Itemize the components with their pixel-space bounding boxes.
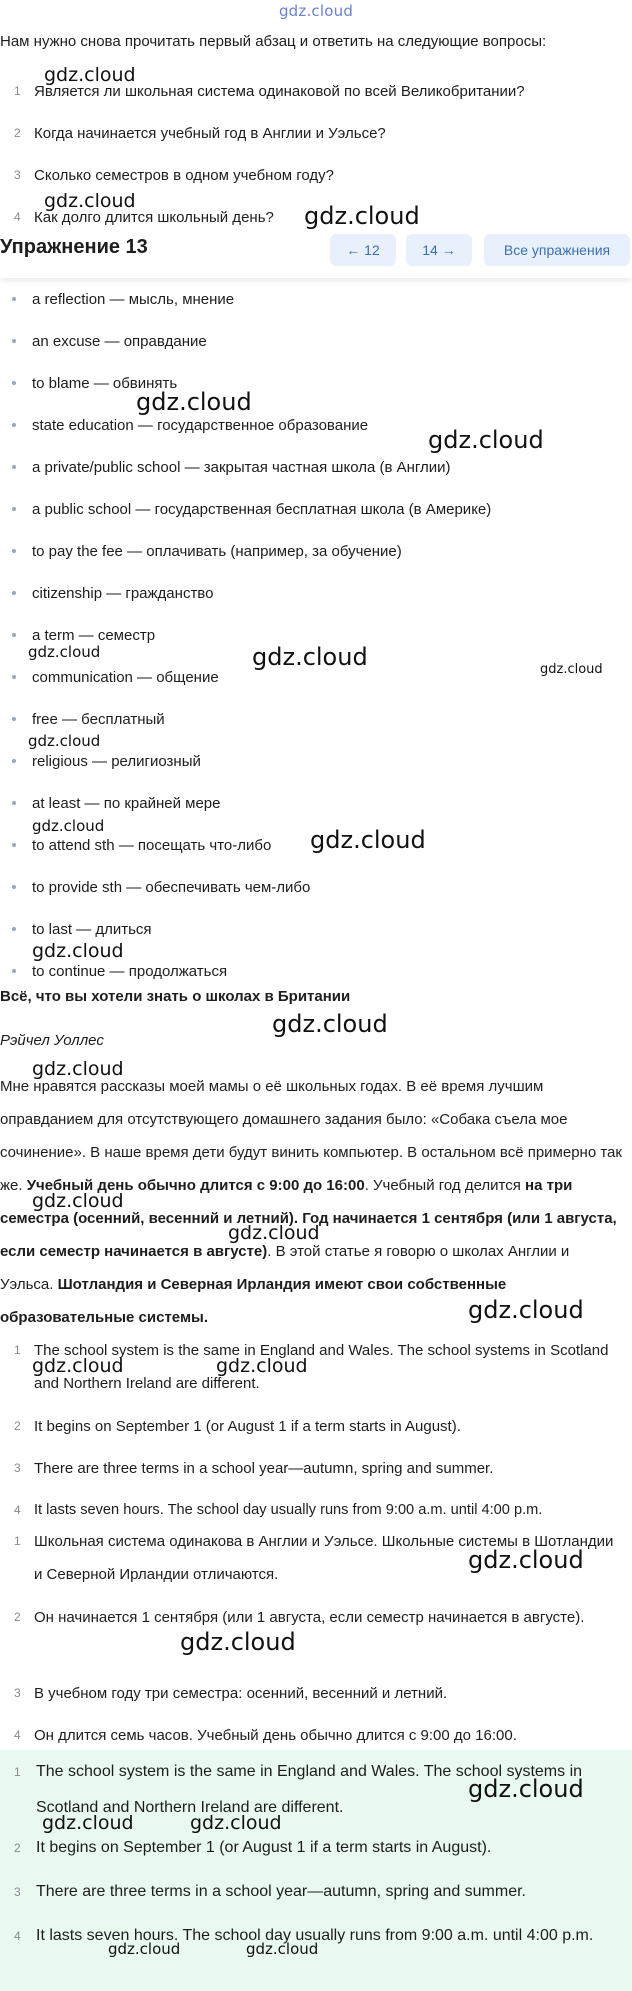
watermark: gdz.cloud (190, 1812, 282, 1834)
article-title: Всё, что вы хотели знать о школах в Британии (0, 988, 351, 1005)
paragraph-text: . Учебный год делится (364, 1177, 526, 1194)
bullet-icon (12, 339, 16, 343)
answer-text: The school system is the same in England and Wales. The school systems in Scotland and Northern Ireland are different. (36, 1763, 583, 1816)
question-number: 4 (14, 210, 21, 224)
answer-number: 4 (14, 1503, 21, 1517)
vocab-text: to provide sth — обеспечивать чем-либо (32, 879, 311, 896)
watermark: gdz.cloud (32, 1058, 124, 1080)
vocab-item (0, 747, 632, 777)
watermark: gdz.cloud (32, 1190, 124, 1212)
watermark: gdz.cloud (108, 1940, 181, 1958)
answer-number: 1 (14, 1343, 21, 1357)
answer-text: Он начинается 1 сентября (или 1 августа, если семестр начинается в августе). (34, 1609, 585, 1626)
vocab-item (0, 369, 632, 399)
watermark: gdz.cloud (246, 1940, 319, 1958)
watermark: gdz.cloud (304, 202, 420, 230)
answer-number: 3 (14, 1885, 21, 1899)
vocab-item (0, 873, 632, 903)
answer-number: 2 (14, 1841, 21, 1855)
bullet-icon (12, 927, 16, 931)
vocab-text: an excuse — оправдание (32, 333, 207, 350)
paragraph-bold: Учебный день обычно длится с 9:00 до 16:00 (26, 1177, 365, 1194)
bullet-icon (12, 297, 16, 301)
answer-number: 3 (14, 1686, 21, 1700)
bullet-icon (12, 717, 16, 721)
vocab-text: to last — длиться (32, 921, 152, 938)
answer-number: 2 (14, 1610, 21, 1624)
answer-text: It lasts seven hours. The school day usually runs from 9:00 a.m. until 4:00 p.m. (34, 1502, 543, 1518)
watermark: gdz.cloud (310, 826, 426, 854)
prev-exercise-button[interactable]: ← 12 (330, 234, 396, 266)
vocab-text: a term — семестр (32, 627, 156, 644)
watermark: gdz.cloud (28, 643, 101, 661)
watermark: gdz.cloud (428, 426, 544, 454)
question-item (0, 82, 632, 124)
answer-text: Школьная система одинакова в Англии и Уэльсе. Школьные системы в Шотландии и Северной Ирландии отличаются. (34, 1533, 614, 1583)
answer-text: Он длится семь часов. Учебный день обычно длится с 9:00 до 16:00. (34, 1727, 517, 1744)
watermark: gdz.cloud (228, 1222, 320, 1244)
bullet-icon (12, 675, 16, 679)
answer-number: 4 (14, 1929, 21, 1943)
question-text: Является ли школьная система одинаковой по всей Великобритании? (34, 83, 525, 100)
watermark: gdz.cloud (540, 662, 603, 677)
answer-number: 4 (14, 1728, 21, 1742)
question-number: 3 (14, 168, 21, 182)
bullet-icon (12, 969, 16, 973)
vocab-text: free — бесплатный (32, 711, 165, 728)
bullet-icon (12, 759, 16, 763)
watermark: gdz.cloud (136, 388, 252, 416)
answer-text: There are three terms in a school year—autumn, spring and summer. (36, 1883, 526, 1900)
watermark: gdz.cloud (216, 1355, 308, 1377)
bullet-icon (12, 843, 16, 847)
bullet-icon (12, 801, 16, 805)
vocab-item (0, 285, 632, 315)
vocab-item (0, 537, 632, 567)
bullet-icon (12, 465, 16, 469)
exercise-title: Упражнение 13 (0, 236, 148, 258)
watermark: gdz.cloud (468, 1296, 584, 1324)
answer-number: 3 (14, 1461, 21, 1475)
bullet-icon (12, 885, 16, 889)
vocab-item (0, 579, 632, 609)
answer-text: It begins on September 1 (or August 1 if a term starts in August). (34, 1418, 461, 1435)
site-logo[interactable]: gdz.cloud (278, 2, 354, 20)
vocab-item (0, 705, 632, 735)
watermark: gdz.cloud (32, 1355, 124, 1377)
watermark: gdz.cloud (180, 1628, 296, 1656)
vocab-text: to continue — продолжаться (32, 963, 228, 980)
watermark: gdz.cloud (32, 817, 105, 835)
vocab-item (0, 453, 632, 483)
answer-number: 2 (14, 1419, 21, 1433)
paragraph-text: . В этой статье я говорю о школах Англии и Уэльса. (0, 1243, 570, 1293)
watermark: gdz.cloud (32, 940, 124, 962)
paragraph-bold: Шотландия и Северная Ирландия имеют свои собственные образовательные системы. (0, 1276, 507, 1326)
vocab-text: state education — государственное образование (32, 417, 369, 434)
answer-text: The school system is the same in England and Wales. The school systems in Scotland and Northern Ireland are different. (34, 1342, 609, 1392)
question-number: 1 (14, 84, 21, 98)
vocab-text: citizenship — гражданство (32, 585, 214, 602)
watermark: gdz.cloud (44, 190, 136, 212)
article-author: Рэйчел Уоллес (0, 1032, 104, 1049)
bullet-icon (12, 633, 16, 637)
vocab-text: at least — по крайней мере (32, 795, 221, 812)
question-item (0, 124, 632, 166)
next-exercise-button[interactable]: 14 → (406, 234, 472, 266)
vocab-item (0, 327, 632, 357)
question-text: Как долго длится школьный день? (34, 209, 274, 226)
paragraph-bold: на три семестра (осенний, весенний и летний). Год начинается 1 сентября (или 1 августа, если семестр начинается в августе) (0, 1177, 617, 1260)
vocab-item (0, 495, 632, 525)
all-exercises-button[interactable]: Все упражнения (484, 234, 630, 266)
vocab-text: a reflection — мысль, мнение (32, 291, 235, 308)
watermark: gdz.cloud (468, 1546, 584, 1574)
answer-text: It begins on September 1 (or August 1 if a term starts in August). (36, 1839, 492, 1856)
watermark: gdz.cloud (42, 1812, 134, 1834)
watermark: gdz.cloud (28, 732, 101, 750)
vocab-text: to pay the fee — оплачивать (например, за обучение) (32, 543, 402, 560)
bullet-icon (12, 549, 16, 553)
watermark: gdz.cloud (252, 643, 368, 671)
answer-text: В учебном году три семестра: осенний, весенний и летний. (34, 1685, 448, 1702)
answer-text: It lasts seven hours. The school day usually runs from 9:00 a.m. until 4:00 p.m. (36, 1927, 594, 1944)
watermark: gdz.cloud (468, 1775, 584, 1803)
question-text: Сколько семестров в одном учебном году? (34, 167, 335, 184)
bullet-icon (12, 507, 16, 511)
bullet-icon (12, 423, 16, 427)
vocab-text: to blame — обвинять (32, 375, 178, 392)
answer-number: 1 (14, 1765, 21, 1779)
question-number: 2 (14, 126, 21, 140)
exercise-header (0, 226, 632, 278)
vocab-text: a private/public school — закрытая частная школа (в Англии) (32, 459, 451, 476)
vocab-text: communication — общение (32, 669, 219, 686)
vocab-text: religious — религиозный (32, 753, 201, 770)
answer-number: 1 (14, 1534, 21, 1548)
watermark: gdz.cloud (44, 64, 136, 86)
intro-text: Нам нужно снова прочитать первый абзац и ответить на следующие вопросы: (0, 33, 547, 50)
bullet-icon (12, 591, 16, 595)
paragraph-text: Мне нравятся рассказы моей мамы о её школьных годах. В её время лучшим оправданием для отсутствующего домашнего задания было: «Собака съела мое сочинение». В наше время дети будут винить компьютер. В остальном всё примерно так же. (0, 1078, 622, 1194)
vocab-text: a public school — государственная бесплатная школа (в Америке) (32, 501, 492, 518)
vocab-item (0, 789, 632, 819)
question-text: Когда начинается учебный год в Англии и Уэльсе? (34, 125, 386, 142)
watermark: gdz.cloud (272, 1010, 388, 1038)
bullet-icon (12, 381, 16, 385)
vocab-text: to attend sth — посещать что-либо (32, 837, 272, 854)
answer-text: There are three terms in a school year—autumn, spring and summer. (34, 1460, 494, 1477)
